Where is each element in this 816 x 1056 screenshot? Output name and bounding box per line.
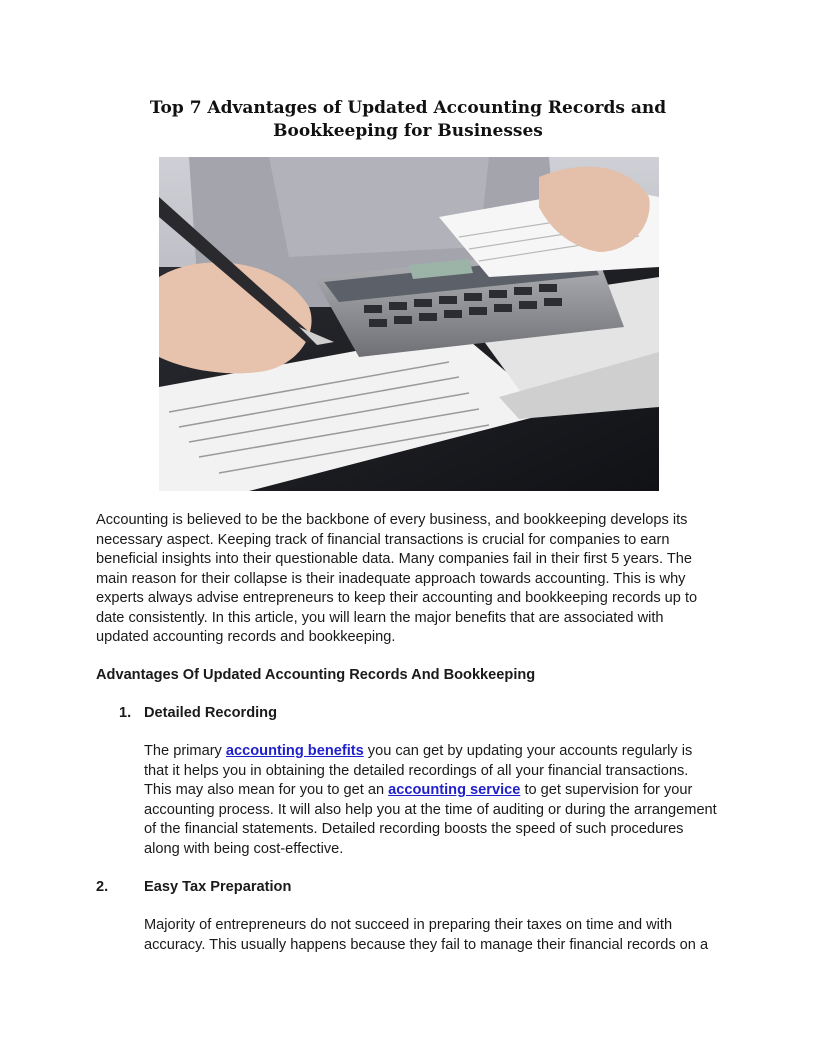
accounting-service-link[interactable]: accounting service [388, 782, 521, 798]
accounting-benefits-link[interactable]: accounting benefits [225, 743, 364, 759]
item-2-number: 2. [96, 879, 109, 895]
accounting-photo [159, 157, 659, 491]
item-1-text-3: to get supervision for your accounting process. It will also help you at the time of auditing or during the arrangement of the financial statements. Detailed recording boosts the speed of such procedures along with being cost-effective. [144, 782, 717, 857]
item-1-heading: Detailed Recording [144, 705, 277, 721]
item-1-paragraph [144, 742, 719, 859]
item-2-heading: Easy Tax Preparation [144, 879, 292, 895]
intro-paragraph: Accounting is believed to be the backbone of every business, and bookkeeping develops its necessary aspect. Keeping track of financial transactions is crucial for companies to earn beneficial insights into their questionable data. Many companies fail in their first 5 years. The main reason for their collapse is their inadequate approach towards accounting. This is why experts always advise entrepreneurs to keep their accounting and bookkeeping records up to date consistently. In this article, you will learn the major benefits that are associated with updated accounting records and bookkeeping. [96, 512, 698, 645]
document-title: Top 7 Advantages of Updated Accounting Records and Bookkeeping for Businesses [149, 98, 667, 141]
item-2-paragraph: Majority of entrepreneurs do not succeed in preparing their taxes on time and with accuracy. This usually happens because they fail to manage their financial records on a [144, 917, 709, 953]
section-heading: Advantages Of Updated Accounting Records And Bookkeeping [96, 667, 536, 683]
item-1-text-2: you can get by updating your accounts regularly is that it helps you in obtaining the detailed recordings of all your financial transactions. This may also mean for you to get an [144, 743, 693, 798]
item-1-number: 1. [119, 705, 132, 721]
item-1-text-1: The primary [144, 743, 226, 759]
